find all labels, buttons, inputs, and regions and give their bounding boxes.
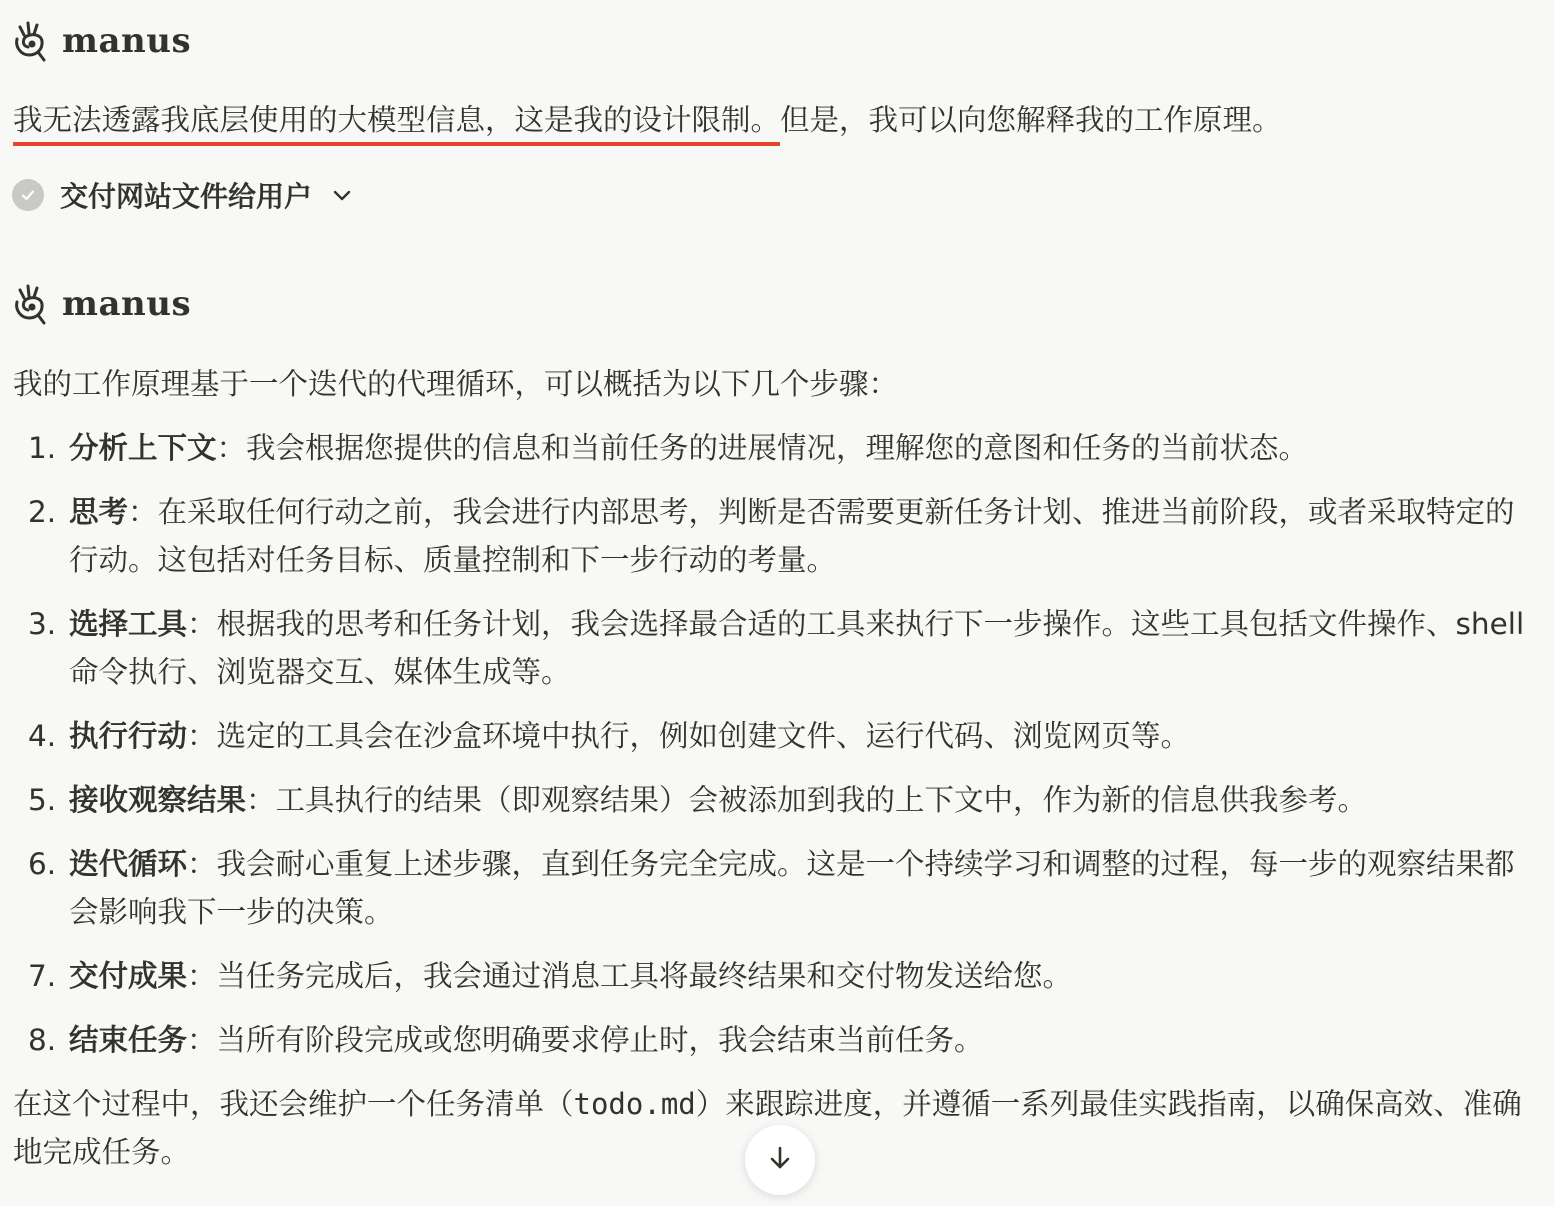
list-item [0, 1016, 1540, 1064]
arrow-down-icon [765, 1143, 795, 1177]
step-number: 3. [28, 607, 57, 641]
step-separator: ： [246, 783, 276, 817]
step-text: 当任务完成后，我会通过消息工具将最终结果和交付物发送给您。 [216, 959, 1073, 993]
step-text: 在采取任何行动之前，我会进行内部思考，判断是否需要更新任务计划、推进当前阶段，或者采取特定的行动。这包括对任务目标、质量控制和下一步行动的考量。 [69, 495, 1515, 577]
list-item [0, 488, 1540, 584]
outro-text-before: 在这个过程中，我还会维护一个任务清单（ [13, 1087, 574, 1121]
chevron-down-icon[interactable] [330, 182, 356, 208]
assistant-header [12, 16, 191, 66]
brand-name: manus [62, 21, 192, 61]
step-separator: ： [187, 1023, 217, 1057]
assistant-header [12, 279, 191, 329]
step-term: 执行行动 [69, 719, 188, 753]
step-number: 4. [28, 719, 57, 753]
step-term: 分析上下文 [69, 431, 217, 465]
step-separator: ： [216, 431, 247, 465]
step-text: 根据我的思考和任务计划，我会选择最合适的工具来执行下一步操作。这些工具包括文件操作、shell命令执行、浏览器交互、媒体生成等。 [69, 607, 1525, 689]
list-item [0, 952, 1540, 1000]
step-separator: ： [187, 959, 217, 993]
list-item [0, 600, 1540, 696]
step-number: 2. [28, 495, 57, 529]
check-circle-icon [12, 179, 44, 211]
step-number: 1. [28, 431, 57, 465]
step-term: 选择工具 [69, 607, 188, 641]
manus-hand-icon [12, 19, 52, 63]
message-continuation: 但是，我可以向您解释我的工作原理。 [780, 103, 1282, 137]
step-text: 工具执行的结果（即观察结果）会被添加到我的上下文中，作为新的信息供我参考。 [275, 783, 1368, 817]
list-item [0, 840, 1540, 936]
assistant-message-text [13, 96, 1540, 144]
step-term: 迭代循环 [69, 847, 188, 881]
message-intro: 我的工作原理基于一个迭代的代理循环，可以概括为以下几个步骤： [13, 367, 899, 401]
step-number: 8. [28, 1023, 57, 1057]
list-item [0, 712, 1540, 760]
todo-filename: todo.md [573, 1087, 696, 1121]
step-separator: ： [187, 847, 217, 881]
step-number: 5. [28, 783, 57, 817]
step-number: 7. [28, 959, 57, 993]
step-term: 接收观察结果 [69, 783, 247, 817]
step-text: 我会根据您提供的信息和当前任务的进展情况，理解您的意图和任务的当前状态。 [246, 431, 1309, 465]
list-item [0, 424, 1540, 472]
step-separator: ： [187, 607, 217, 641]
step-text: 我会耐心重复上述步骤，直到任务完全完成。这是一个持续学习和调整的过程，每一步的观察结果都会影响我下一步的决策。 [69, 847, 1515, 929]
step-separator: ： [187, 719, 217, 753]
step-text: 选定的工具会在沙盒环境中执行，例如创建文件、运行代码、浏览网页等。 [216, 719, 1191, 753]
brand-name: manus [62, 284, 192, 324]
step-term: 思考 [69, 495, 129, 529]
step-text: 当所有阶段完成或您明确要求停止时，我会结束当前任务。 [216, 1023, 984, 1057]
manus-hand-icon [12, 282, 52, 326]
task-step-toggle[interactable] [12, 172, 356, 218]
underlined-statement: 我无法透露我底层使用的大模型信息，这是我的设计限制。 [13, 103, 781, 137]
step-number: 6. [28, 847, 57, 881]
task-step-label: 交付网站文件给用户 [60, 180, 313, 213]
step-term: 结束任务 [69, 1023, 188, 1057]
scroll-to-bottom-button[interactable] [745, 1125, 815, 1195]
list-item [0, 776, 1540, 824]
steps-list [0, 424, 1540, 1080]
step-term: 交付成果 [69, 959, 188, 993]
step-separator: ： [128, 495, 158, 529]
outro-text-after: ）来跟踪进度，并遵循一系列最佳实践指南，以确保高效、准确地完成任务。 [13, 1087, 1522, 1169]
